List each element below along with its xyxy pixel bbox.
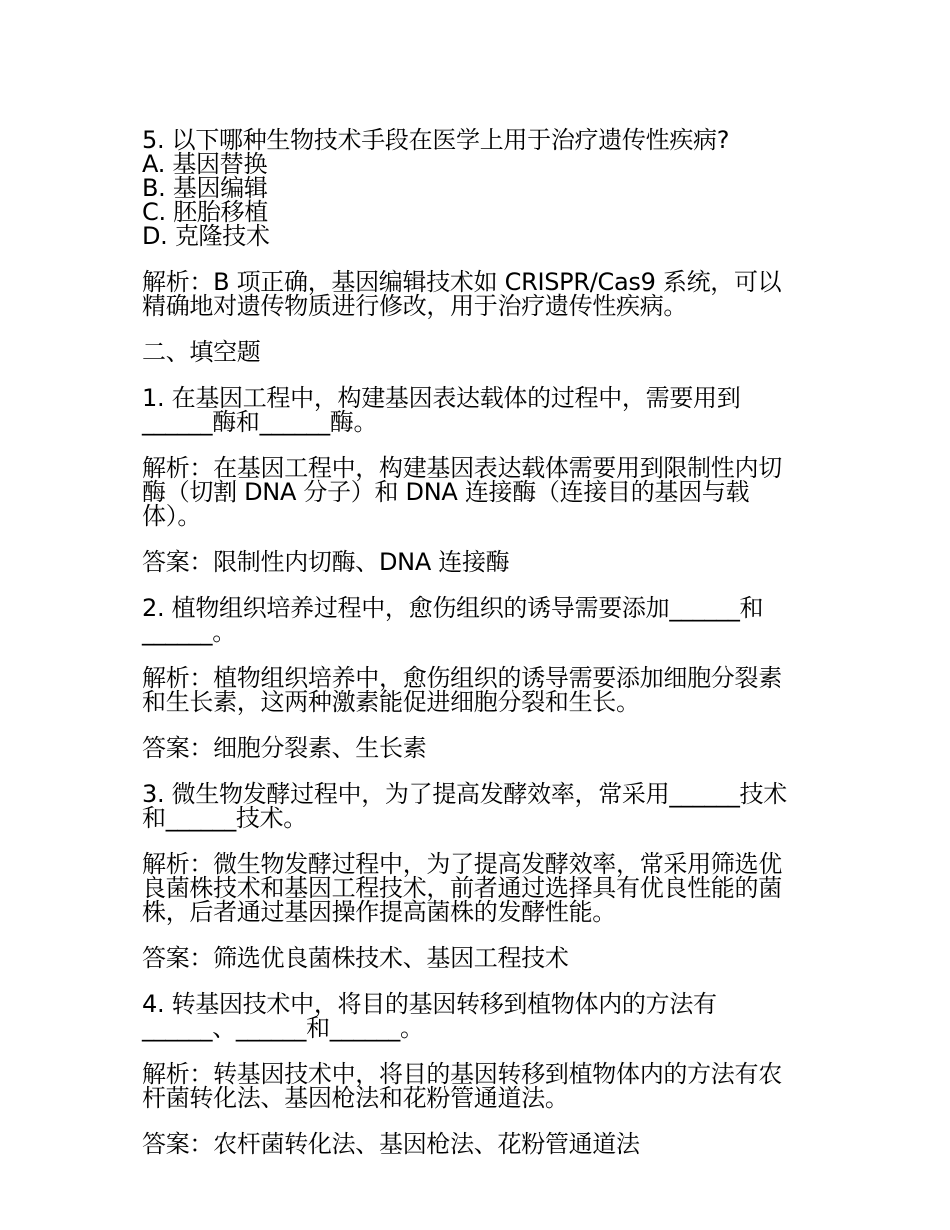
analysis-line: 良菌株技术和基因工程技术，前者通过选择具有优良性能的菌 xyxy=(142,874,782,902)
question-line: 4. 转基因技术中，将目的基因转移到植物体内的方法有 xyxy=(142,990,717,1018)
fill-question-4 xyxy=(142,992,822,1040)
analysis-line: 体）。 xyxy=(142,502,202,530)
fill-analysis-4 xyxy=(142,1062,822,1110)
fill-analysis-3 xyxy=(142,852,822,924)
section-title xyxy=(142,340,822,364)
answer-line: 答案：细胞分裂素、生长素 xyxy=(142,734,427,762)
option-a: A. 基因替换 xyxy=(142,150,268,178)
answer-line: 答案：筛选优良菌株技术、基因工程技术 xyxy=(142,944,569,972)
question-5 xyxy=(142,128,822,248)
option-b: B. 基因编辑 xyxy=(142,174,268,202)
question-text: 5. 以下哪种生物技术手段在医学上用于治疗遗传性疾病? xyxy=(142,126,730,154)
analysis-line: 精确地对遗传物质进行修改，用于治疗遗传性疾病。 xyxy=(142,292,688,320)
question-line: 2. 植物组织培养过程中，愈伤组织的诱导需要添加______和 xyxy=(142,594,764,622)
fill-answer-4 xyxy=(142,1132,822,1156)
answer-line: 答案：农杆菌转化法、基因枪法、花粉管通道法 xyxy=(142,1130,640,1158)
answer-line: 答案：限制性内切酶、DNA 连接酶 xyxy=(142,548,510,576)
fill-question-1 xyxy=(142,386,822,434)
analysis-line: 解析：B 项正确，基因编辑技术如 CRISPR/Cas9 系统，可以 xyxy=(142,268,782,296)
fill-answer-2 xyxy=(142,736,822,760)
question-line: ______。 xyxy=(142,618,236,646)
analysis-line: 解析：转基因技术中，将目的基因转移到植物体内的方法有农 xyxy=(142,1060,782,1088)
fill-analysis-1 xyxy=(142,456,822,528)
question-line: 和______技术。 xyxy=(142,804,307,832)
fill-question-2 xyxy=(142,596,822,644)
analysis-line: 解析：微生物发酵过程中，为了提高发酵效率，常采用筛选优 xyxy=(142,850,782,878)
analysis-line: 酶（切割 DNA 分子）和 DNA 连接酶（连接目的基因与载 xyxy=(142,478,750,506)
analysis-line: 株，后者通过基因操作提高菌株的发酵性能。 xyxy=(142,898,616,926)
question-line: 3. 微生物发酵过程中，为了提高发酵效率，常采用______技术 xyxy=(142,780,787,808)
fill-analysis-2 xyxy=(142,666,822,714)
question-line: 1. 在基因工程中，构建基因表达载体的过程中，需要用到 xyxy=(142,384,741,412)
fill-answer-3 xyxy=(142,946,822,970)
option-d: D. 克隆技术 xyxy=(142,222,270,250)
section-title-text: 二、填空题 xyxy=(142,338,261,366)
analysis-5 xyxy=(142,270,822,318)
question-line: ______、______和______。 xyxy=(142,1014,424,1042)
question-line: ______酶和______酶。 xyxy=(142,408,378,436)
fill-answer-1 xyxy=(142,550,822,574)
document-page xyxy=(142,128,822,1156)
analysis-line: 解析：在基因工程中，构建基因表达载体需要用到限制性内切 xyxy=(142,454,782,482)
analysis-line: 杆菌转化法、基因枪法和花粉管通道法。 xyxy=(142,1084,569,1112)
option-c: C. 胚胎移植 xyxy=(142,198,268,226)
analysis-line: 解析：植物组织培养中，愈伤组织的诱导需要添加细胞分裂素 xyxy=(142,664,782,692)
fill-question-3 xyxy=(142,782,822,830)
analysis-line: 和生长素，这两种激素能促进细胞分裂和生长。 xyxy=(142,688,640,716)
